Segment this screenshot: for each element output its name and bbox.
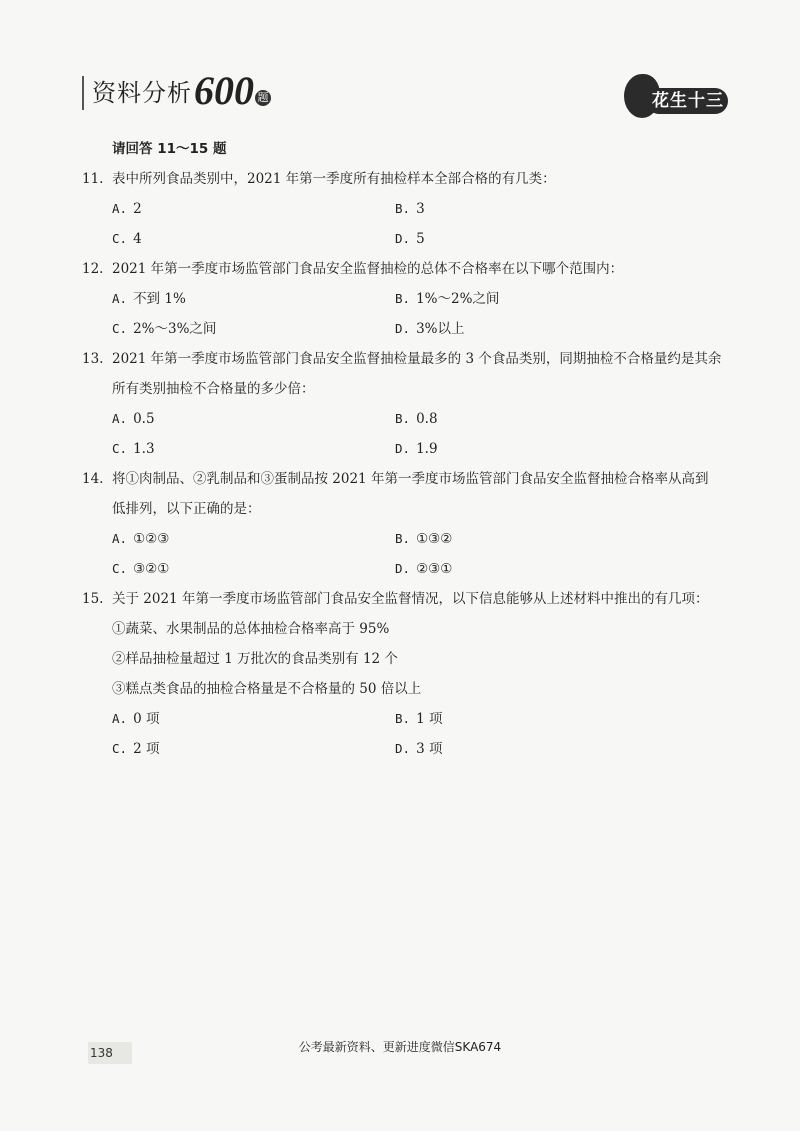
book-title-suffix: 题 [255,90,271,106]
answer-option[interactable] [395,434,678,464]
option-row [82,194,742,224]
option-letter: B [395,711,403,726]
option-row [82,554,742,584]
option-text: 3 项 [416,741,443,757]
option-text: 0.8 [416,411,438,427]
option-letter: C [112,441,120,456]
question-line [82,164,742,194]
question-content [82,134,742,764]
question-line [82,464,742,494]
option-separator: . [119,441,128,456]
option-text: 1.3 [133,441,155,457]
question-number: 13. [82,351,104,367]
option-letter: A [112,201,120,216]
option-separator: . [402,711,411,726]
option-letter: D [395,561,403,576]
option-letter: D [395,231,403,246]
option-letter: A [112,711,120,726]
question-statement: ③糕点类食品的抽检合格量是不合格量的 50 倍以上 [112,681,422,697]
question-number: 14. [82,471,104,487]
question-line [82,254,742,284]
option-text: 2 [133,201,142,217]
option-text: 1.9 [416,441,438,457]
book-title [82,68,271,113]
option-text: ①③② [416,531,453,547]
answer-option[interactable] [395,194,678,224]
brand-name: 花生十三 [652,91,724,111]
answer-option[interactable] [112,284,395,314]
answer-option[interactable] [395,284,678,314]
option-text: 0.5 [133,411,155,427]
answer-option[interactable] [112,554,395,584]
page-header [0,0,800,130]
option-row [82,284,742,314]
option-letter: A [112,531,120,546]
option-separator: . [119,711,128,726]
option-separator: . [402,201,411,216]
option-separator: . [402,231,411,246]
option-text: ③②① [133,561,170,577]
option-separator: . [402,291,411,306]
option-separator: . [402,321,411,336]
question-text: 2021 年第一季度市场监管部门食品安全监督抽检的总体不合格率在以下哪个范围内： [112,261,624,277]
option-separator: . [402,741,411,756]
option-letter: A [112,291,120,306]
option-separator: . [119,201,128,216]
option-separator: . [119,291,128,306]
question-block [82,584,742,764]
option-text: 2%～3%之间 [133,321,217,337]
footer-note: 公考最新资料、更新进度微信SKA674 [298,1040,502,1054]
question-text: 低排列，以下正确的是： [112,501,261,517]
answer-option[interactable] [112,194,395,224]
option-text: 0 项 [133,711,160,727]
option-separator: . [402,561,411,576]
option-separator: . [119,321,128,336]
answer-option[interactable] [395,314,678,344]
question-statement: ②样品抽检量超过 1 万批次的食品类别有 12 个 [112,651,398,667]
question-block [82,464,742,584]
option-separator: . [119,411,128,426]
question-statement: ①蔬菜、水果制品的总体抽检合格率高于 95% [112,621,390,637]
brand-logo [624,74,728,120]
option-separator: . [119,231,128,246]
question-number: 15. [82,591,104,607]
question-text: 将①肉制品、②乳制品和③蛋制品按 2021 年第一季度市场监管部门食品安全监督抽检合格率从高到 [112,471,709,487]
question-text: 2021 年第一季度市场监管部门食品安全监督抽检量最多的 3 个食品类别，同期抽检不合格量约是其余 [112,351,722,367]
question-block [82,344,742,464]
option-text: 2 项 [133,741,160,757]
option-row [82,404,742,434]
answer-option[interactable] [112,434,395,464]
option-row [82,524,742,554]
option-letter: B [395,411,403,426]
question-block [82,254,742,344]
answer-option[interactable] [112,224,395,254]
answer-option[interactable] [395,704,678,734]
question-text: 所有类别抽检不合格量的多少倍： [112,381,315,397]
option-letter: D [395,441,403,456]
option-letter: B [395,201,403,216]
question-line-continued [82,374,742,404]
option-separator: . [119,531,128,546]
answer-option[interactable] [395,224,678,254]
option-row [82,224,742,254]
question-number: 11. [82,171,104,187]
option-letter: B [395,291,403,306]
option-letter: A [112,411,120,426]
question-block [82,164,742,254]
option-row [82,434,742,464]
option-separator: . [402,441,411,456]
option-text: 3%以上 [416,321,465,337]
option-letter: D [395,741,403,756]
option-letter: C [112,741,120,756]
option-text: ①②③ [133,531,170,547]
option-text: 5 [416,231,425,247]
answer-option[interactable] [395,554,678,584]
option-letter: C [112,231,120,246]
option-text: 1%～2%之间 [416,291,500,307]
option-row [82,314,742,344]
option-separator: . [119,561,128,576]
option-text: 不到 1% [133,291,186,307]
question-line [82,584,742,614]
question-list [82,164,742,764]
option-separator: . [402,411,411,426]
option-letter: C [112,321,120,336]
book-title-text: 资料分析 [92,79,192,107]
option-text: ②③① [416,561,453,577]
answer-option[interactable] [112,734,395,764]
option-text: 4 [133,231,142,247]
option-letter: B [395,531,403,546]
answer-option[interactable] [112,704,395,734]
answer-option[interactable] [395,524,678,554]
answer-option[interactable] [395,404,678,434]
answer-option[interactable] [112,404,395,434]
title-divider [82,76,84,110]
book-title-number: 600 [194,68,254,113]
option-text: 3 [416,201,425,217]
question-text: 关于 2021 年第一季度市场监管部门食品安全监督情况，以下信息能够从上述材料中推出的有几项： [112,591,709,607]
option-separator: . [402,531,411,546]
question-text: 表中所列食品类别中，2021 年第一季度所有抽检样本全部合格的有几类： [112,171,556,187]
option-text: 1 项 [416,711,443,727]
option-letter: D [395,321,403,336]
question-number: 12. [82,261,104,277]
answer-option[interactable] [112,314,395,344]
option-separator: . [119,741,128,756]
question-line-continued [82,494,742,524]
option-row [82,704,742,734]
option-letter: C [112,561,120,576]
page-number: 138 [88,1042,132,1064]
answer-option[interactable] [112,524,395,554]
option-row [82,734,742,764]
section-title: 请回答 11～15 题 [112,141,227,157]
question-line [82,344,742,374]
answer-option[interactable] [395,734,678,764]
